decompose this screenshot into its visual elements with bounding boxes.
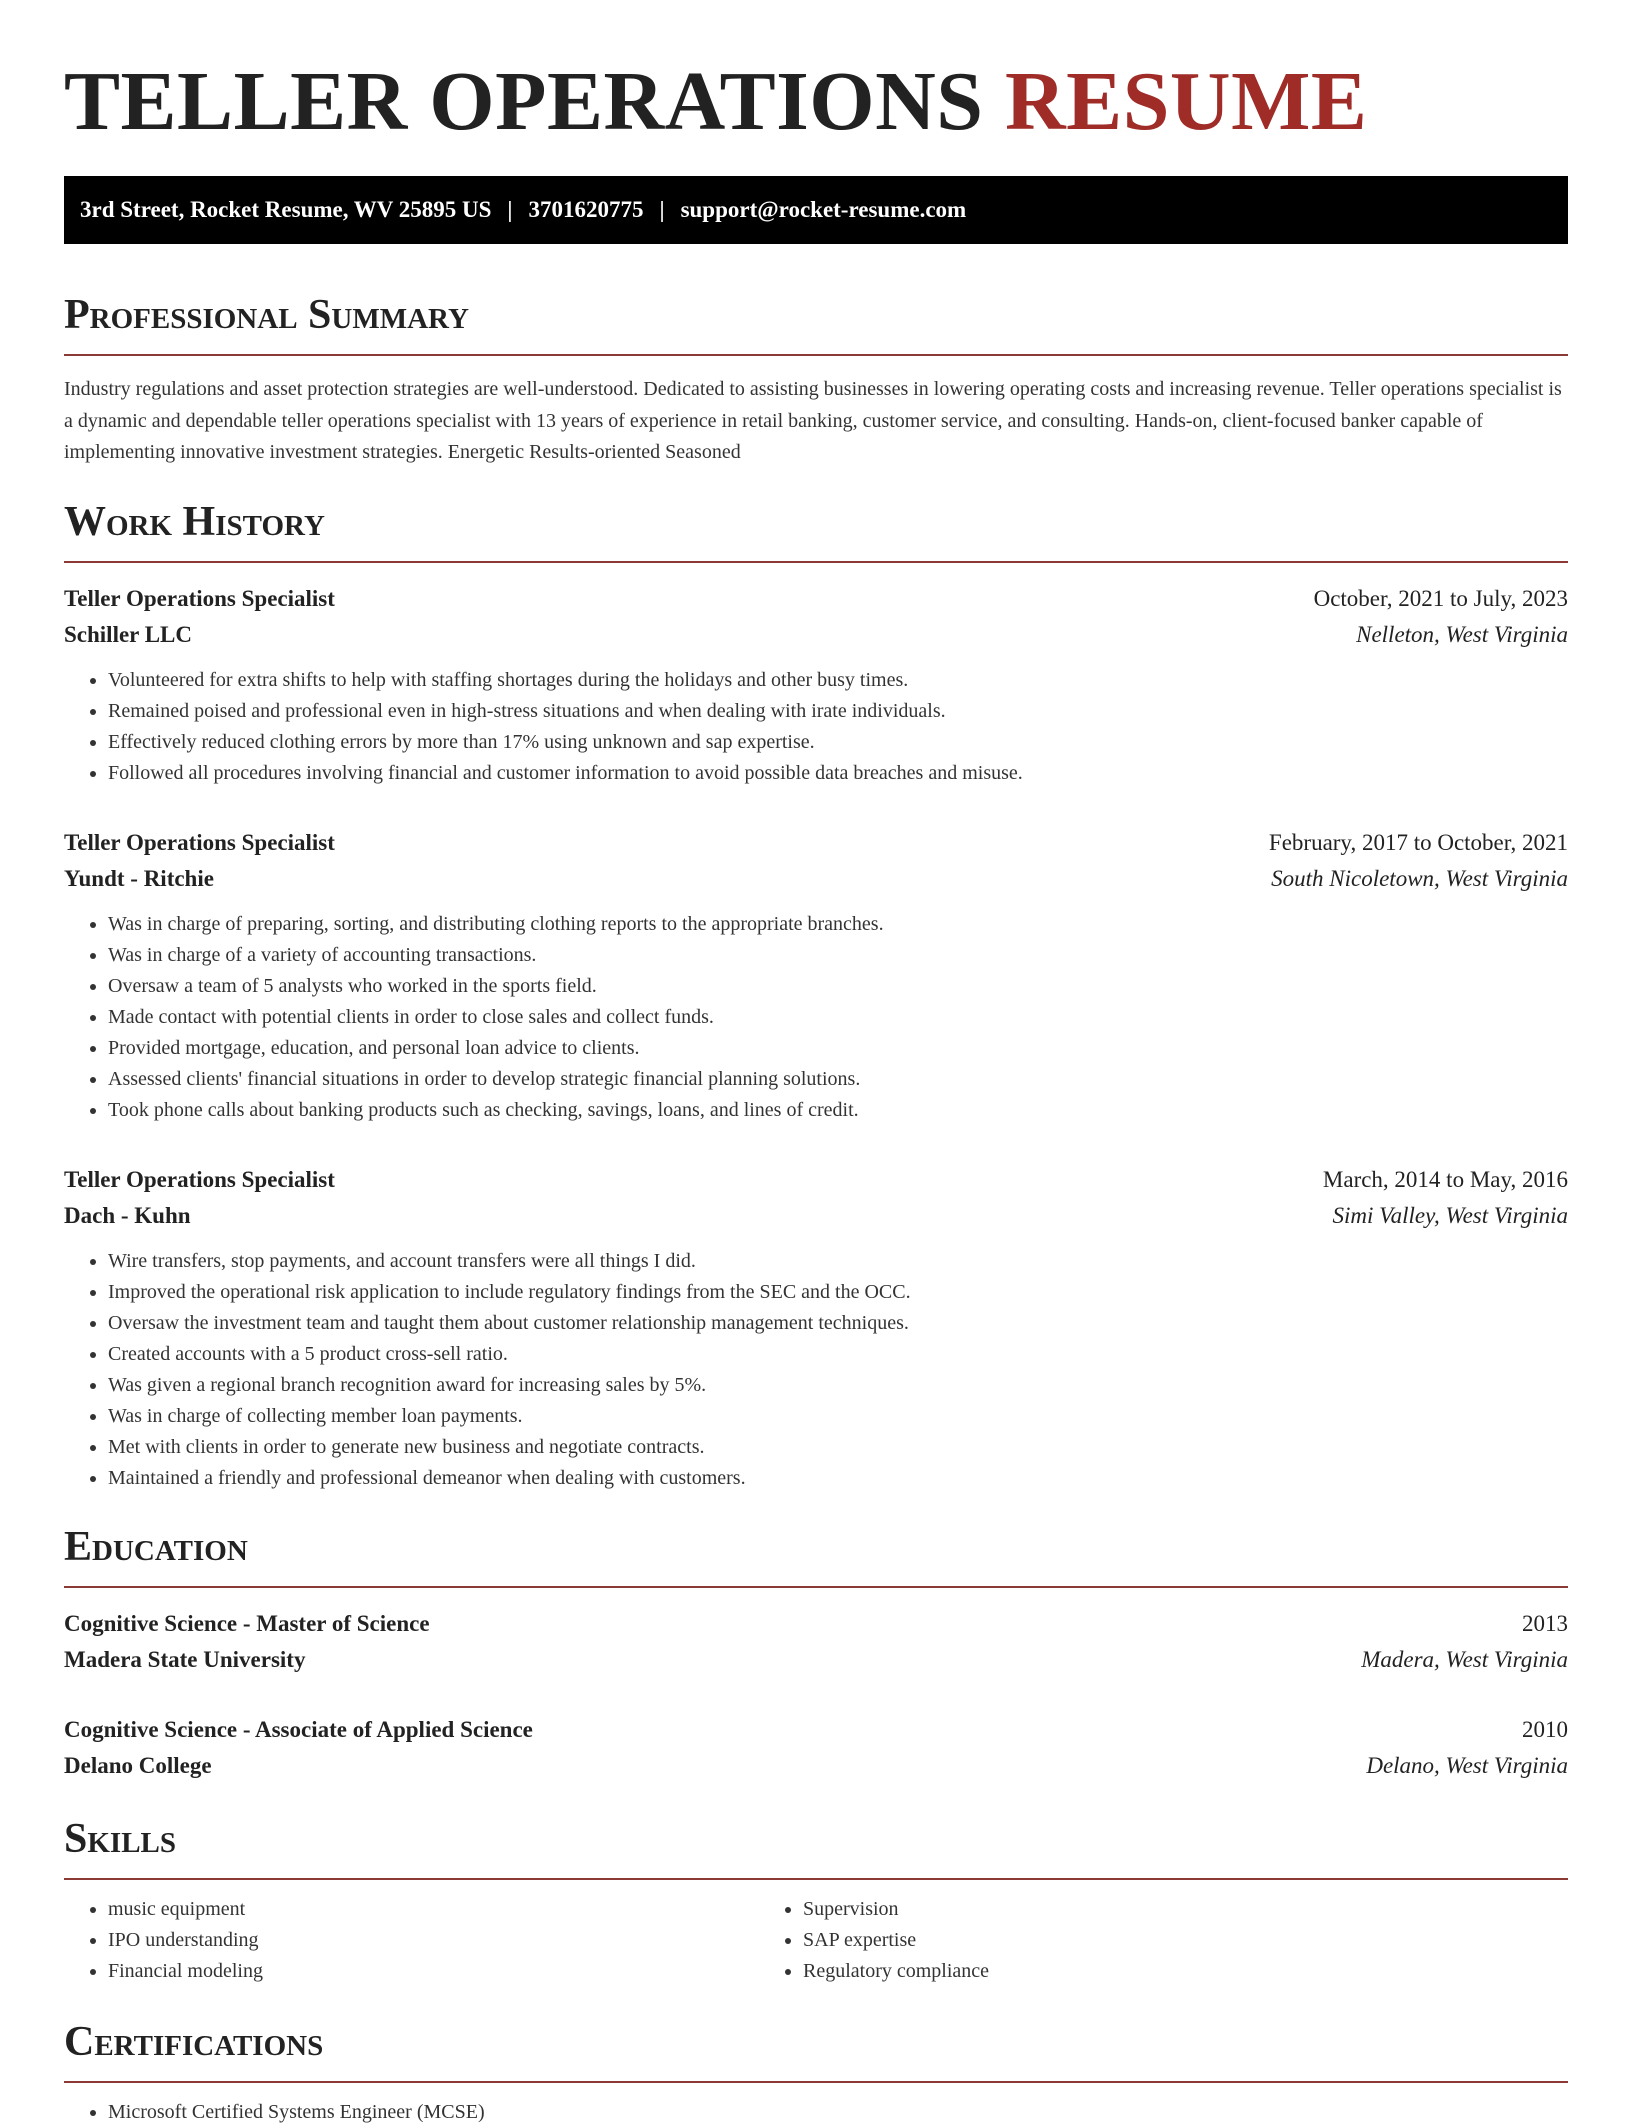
education-school: Madera State University [64,1646,306,1672]
job-title: Teller Operations Specialist [64,1166,335,1192]
job-bullet: • Was in charge of collecting member loan payments. [108,1401,1568,1432]
job-entry [64,825,1568,1126]
skill-item: • Regulatory compliance [803,1956,1454,1987]
job-entry [64,1162,1568,1494]
title-accent: RESUME [1005,55,1368,148]
contact-separator: | [507,197,513,222]
job-bullet: • Wire transfers, stop payments, and account transfers were all things I did. [108,1246,1568,1277]
contact-address: 3rd Street, Rocket Resume, WV 25895 US [80,197,492,222]
job-bullet: • Maintained a friendly and professional demeanor when dealing with customers. [108,1463,1568,1494]
job-company-row [64,617,1568,653]
job-bullet: • Took phone calls about banking products such as checking, savings, loans, and lines of credit. [108,1095,1568,1126]
skills-column-right [759,1894,1454,1987]
job-bullet: • Was given a regional branch recognition award for increasing sales by 5%. [108,1370,1568,1401]
job-bullet: • Followed all procedures involving financial and customer information to avoid possible data breaches and misuse. [108,758,1568,789]
skill-item: • Supervision [803,1894,1454,1925]
education-location: Delano, West Virginia [1366,1752,1568,1778]
education-school-row [64,1642,1568,1678]
job-bullet: • Created accounts with a 5 product cross-sell ratio. [108,1339,1568,1370]
job-company-row [64,1198,1568,1234]
job-bullet: • Provided mortgage, education, and personal loan advice to clients. [108,1033,1568,1064]
work-history-section [64,497,1568,1494]
skill-item: • Financial modeling [108,1956,759,1987]
skill-item: • music equipment [108,1894,759,1925]
skills-heading: Skills [64,1814,1568,1880]
job-dates: March, 2014 to May, 2016 [1322,1166,1568,1192]
education-list [64,1606,1568,1784]
job-header-row [64,581,1568,617]
work-history-heading: Work History [64,497,1568,563]
job-title: Teller Operations Specialist [64,829,335,855]
job-bullet: • Made contact with potential clients in order to close sales and collect funds. [108,1002,1568,1033]
education-year: 2013 [1522,1610,1568,1636]
education-degree: Cognitive Science - Associate of Applied Science [64,1716,533,1742]
education-school-row [64,1748,1568,1784]
education-heading: Education [64,1522,1568,1588]
skills-grid [64,1894,1568,1987]
skill-item: • SAP expertise [803,1925,1454,1956]
education-degree-row [64,1712,1568,1748]
job-list [64,581,1568,1494]
job-header-row [64,825,1568,861]
job-bullet: • Volunteered for extra shifts to help with staffing shortages during the holidays and other busy times. [108,665,1568,696]
job-bullet: • Oversaw a team of 5 analysts who worked in the sports field. [108,971,1568,1002]
education-entry [64,1606,1568,1678]
job-location: Simi Valley, West Virginia [1332,1202,1568,1228]
job-bullet: • Oversaw the investment team and taught them about customer relationship management techniques. [108,1308,1568,1339]
education-section [64,1522,1568,1784]
contact-phone: 3701620775 [528,197,644,222]
summary-text: Industry regulations and asset protection strategies are well-understood. Dedicated to assisting businesses in lowering operating costs and increasing revenue. Teller operations specialist is a dynamic and dependable teller operations specialist with 13 years of experience in retail banking, customer service, and consulting. Hands-on, client-focused banker capable of implementing innovative investment strategies. Energetic Results-oriented Seasoned [64,378,1562,463]
certifications-list [64,2097,1568,2128]
contact-bar [64,176,1568,244]
contact-email[interactable]: support@rocket-resume.com [680,197,967,222]
resume-title [64,52,1568,152]
contact-separator: | [659,197,665,222]
job-company: Dach - Kuhn [64,1202,191,1228]
job-header-row [64,1162,1568,1198]
education-degree-row [64,1606,1568,1642]
job-location: Nelleton, West Virginia [1356,621,1568,647]
job-dates: February, 2017 to October, 2021 [1268,829,1568,855]
skills-section [64,1814,1568,1987]
job-bullet: • Improved the operational risk application to include regulatory findings from the SEC and the OCC. [108,1277,1568,1308]
job-bullets [64,1246,1568,1494]
job-bullet: • Remained poised and professional even in high-stress situations and when dealing with irate individuals. [108,696,1568,727]
job-dates: October, 2021 to July, 2023 [1313,585,1568,611]
skill-item: • IPO understanding [108,1925,759,1956]
title-main: TELLER OPERATIONS [64,55,984,148]
certification-item: • Microsoft Certified Systems Engineer (MCSE) [108,2097,1568,2128]
job-bullets [64,665,1568,789]
job-bullet: • Effectively reduced clothing errors by more than 17% using unknown and sap expertise. [108,727,1568,758]
job-bullet: • Was in charge of preparing, sorting, and distributing clothing reports to the appropriate branches. [108,909,1568,940]
job-location: South Nicoletown, West Virginia [1271,865,1568,891]
education-school: Delano College [64,1752,212,1778]
job-entry [64,581,1568,789]
job-bullet: • Assessed clients' financial situations in order to develop strategic financial planning solutions. [108,1064,1568,1095]
job-company: Yundt - Ritchie [64,865,214,891]
job-bullet: • Met with clients in order to generate new business and negotiate contracts. [108,1432,1568,1463]
certifications-section [64,2017,1568,2128]
certifications-heading: Certifications [64,2017,1568,2083]
education-year: 2010 [1522,1716,1568,1742]
summary-section [64,290,1568,469]
education-degree: Cognitive Science - Master of Science [64,1610,430,1636]
education-entry [64,1712,1568,1784]
education-location: Madera, West Virginia [1361,1646,1568,1672]
job-title: Teller Operations Specialist [64,585,335,611]
summary-heading: Professional Summary [64,290,1568,356]
job-bullets [64,909,1568,1126]
job-bullet: • Was in charge of a variety of accounting transactions. [108,940,1568,971]
job-company-row [64,861,1568,897]
skills-column-left [64,1894,759,1987]
job-company: Schiller LLC [64,621,193,647]
